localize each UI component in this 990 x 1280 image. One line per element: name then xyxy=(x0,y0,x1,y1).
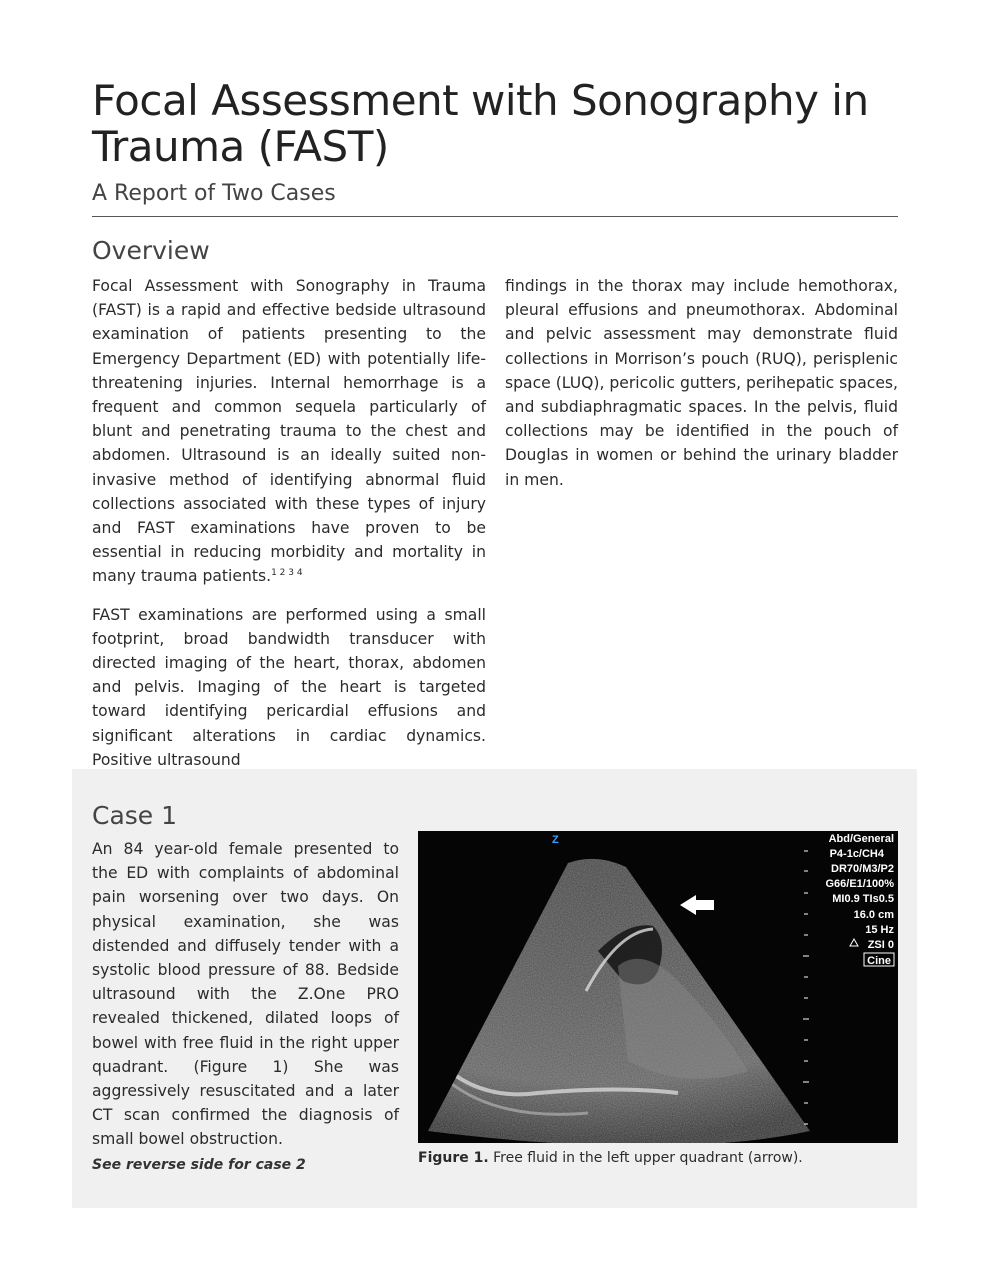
overlay-depth: 16.0 cm xyxy=(853,909,894,921)
overlay-probe: P4-1c/CH4 xyxy=(829,848,884,860)
overview-paragraph-3: findings in the thorax may include hemothorax, pleural effusions and pneumothorax. Abdominal and pelvic assessment may demonstrate fluid collections in Morrison’s pouch (RUQ), perisplenic space (LUQ), pericolic gutters, perihepatic spaces, and subdiaphragmatic spaces. In the pelvis, fluid collections may be identified in the pouch of Douglas in women or behind the urinary bladder in men. xyxy=(505,277,898,489)
case-1-heading: Case 1 xyxy=(92,801,178,830)
figure-caption xyxy=(418,1149,803,1167)
probe-orientation-marker: Z xyxy=(552,834,559,846)
overview-right-column xyxy=(505,274,898,506)
overlay-cine: Cine xyxy=(867,955,891,967)
overlay-frame-rate: 15 Hz xyxy=(865,924,894,936)
overview-paragraph-1 xyxy=(92,274,486,589)
overlay-preset: Abd/General xyxy=(828,833,894,845)
overlay-dynamic-range: DR70/M3/P2 xyxy=(831,863,894,875)
figure-caption-text: Free fluid in the left upper quadrant (arrow). xyxy=(488,1150,803,1166)
header-divider xyxy=(92,216,898,217)
overlay-mi-ti: MI0.9 TIs0.5 xyxy=(832,893,894,905)
case-1-text: An 84 year-old female presented to the ED with complaints of abdominal pain worsening over two days. On physical examination, she was distended and diffusely tender with a systolic blood pressure of 88. Bedside ultrasound with the Z.One PRO revealed thickened, dilated loops of bowel with free fluid in the right upper quadrant. (Figure 1) She was aggressively resuscitated and a later CT scan confirmed the diagnosis of small bowel obstruction. xyxy=(92,840,399,1149)
reference-superscript: 1 2 3 4 xyxy=(271,568,303,579)
figure-caption-label: Figure 1. xyxy=(418,1150,489,1166)
overview-left-column xyxy=(92,274,486,786)
ultrasound-figure xyxy=(418,831,898,1143)
overview-paragraph-2: FAST examinations are performed using a small footprint, broad bandwidth transducer with directed imaging of the heart, thorax, abdomen and pelvis. Imaging of the heart is targeted toward identifying pericardial effusions and significant alterations in cardiac dynamics. Positive ultrasound xyxy=(92,605,486,769)
page-subtitle: A Report of Two Cases xyxy=(92,181,336,206)
reverse-side-note: See reverse side for case 2 xyxy=(92,1157,306,1173)
overview-paragraph-1-text: Focal Assessment with Sonography in Trauma (FAST) is a rapid and effective bedside ultrasound examination of patients presenting to the Emergency Department (ED) with potentially life-threatening injuries. Internal hemorrhage is a frequent and common sequela particularly of blunt and penetrating trauma to the chest and abdomen. Ultrasound is an ideally suited non-invasive method of identifying abnormal fluid collections associated with these types of injury and FAST examinations have proven to be essential in reducing morbidity and mortality in many trauma patients. xyxy=(92,277,486,586)
overlay-gain: G66/E1/100% xyxy=(825,878,894,890)
overview-heading: Overview xyxy=(92,236,210,265)
page-title: Focal Assessment with Sonography in Trauma (FAST) xyxy=(92,76,869,171)
ultrasound-image xyxy=(418,831,898,1143)
overlay-zsi: ZSI 0 xyxy=(867,939,894,951)
